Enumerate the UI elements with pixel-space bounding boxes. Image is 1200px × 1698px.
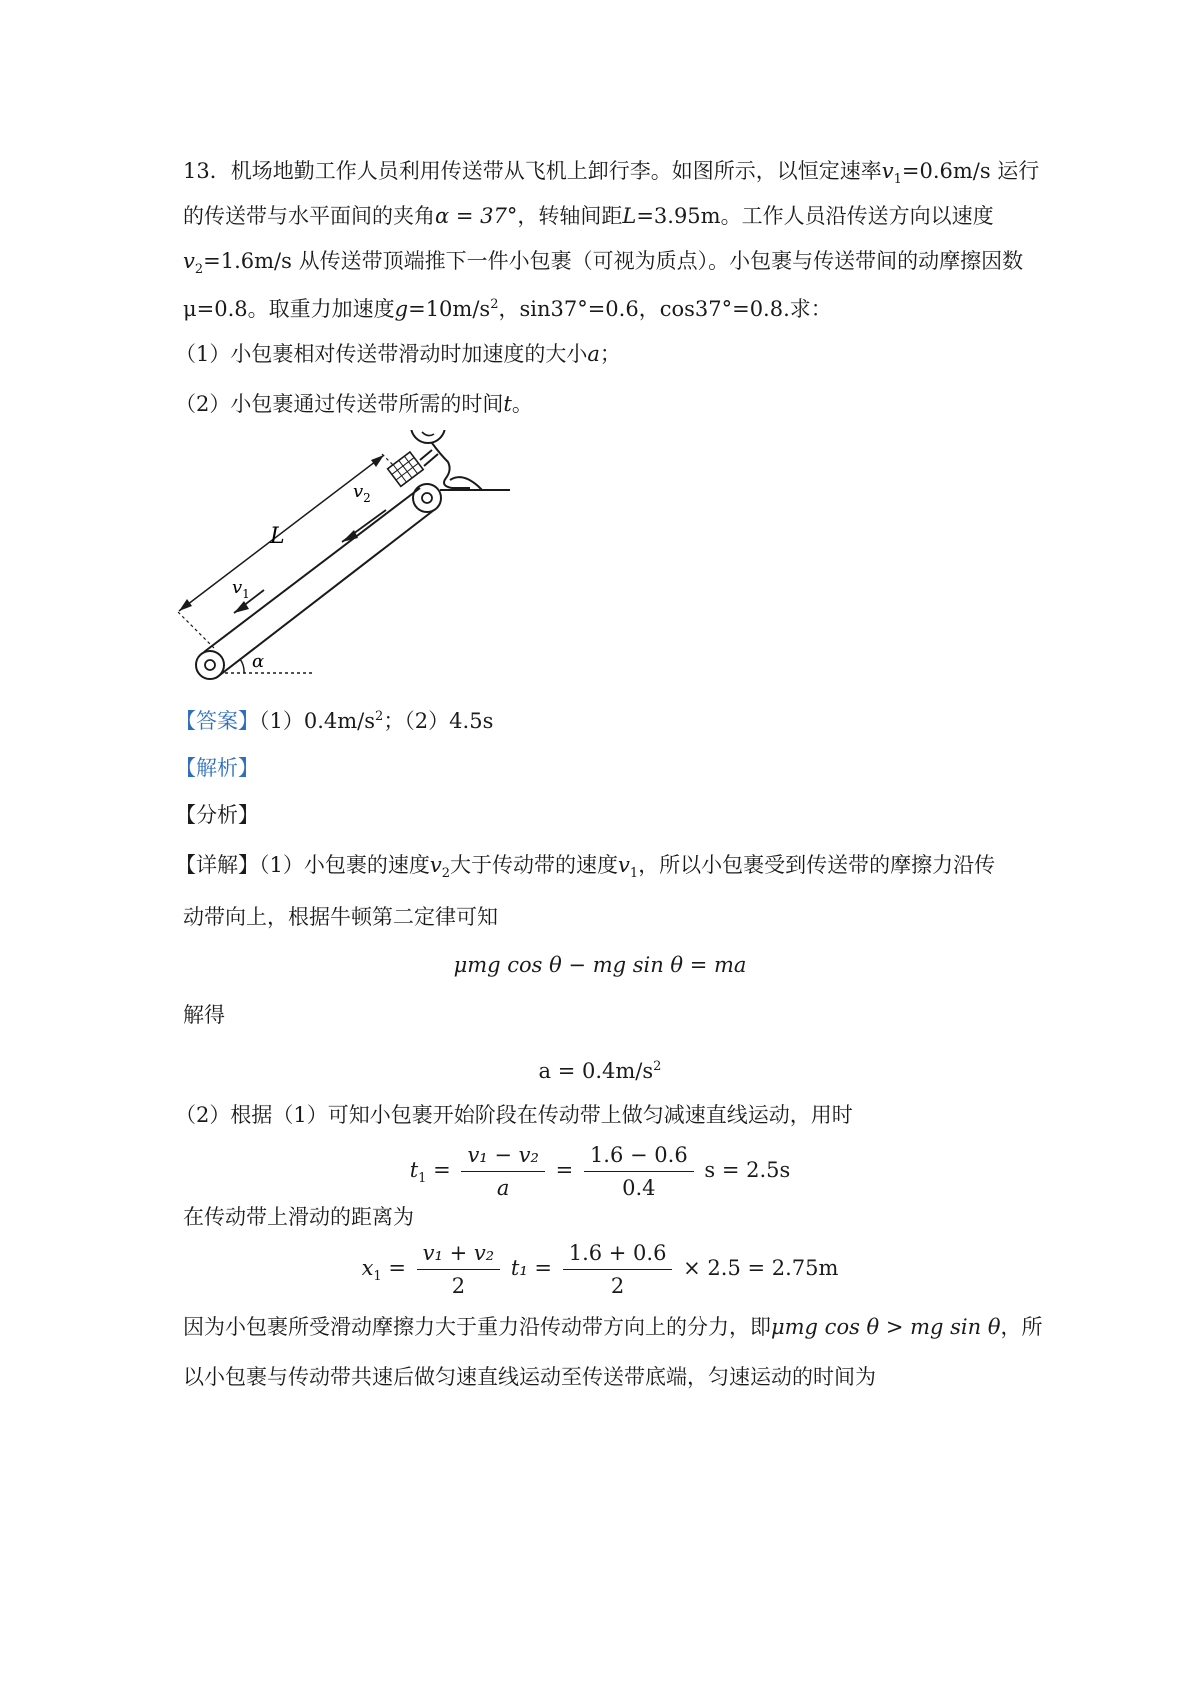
var-v2: v	[429, 853, 442, 877]
package-icon	[388, 452, 424, 486]
bottom-roller-axle	[205, 660, 215, 670]
text: ，所	[1000, 1315, 1043, 1339]
sup: 2	[490, 297, 499, 312]
fraction-2	[563, 1239, 673, 1300]
sup: 2	[375, 709, 384, 724]
var-v2: v	[183, 249, 195, 273]
jiede-label	[183, 1000, 1040, 1030]
denominator: 2	[610, 1274, 625, 1298]
text: ；	[599, 342, 621, 366]
sub: 1	[629, 866, 639, 882]
question-line-1	[183, 156, 1040, 195]
question-part-1	[175, 339, 1040, 369]
denominator: a	[496, 1176, 510, 1200]
var-x: x	[361, 1256, 374, 1280]
numerator: v₁ + v₂	[417, 1239, 501, 1270]
fraction-1	[461, 1141, 545, 1202]
var-v1: v	[881, 159, 894, 183]
detail-line-5	[183, 1312, 1043, 1342]
fraction-1	[417, 1239, 501, 1300]
detail-line-6	[183, 1362, 1040, 1392]
var-a: a	[587, 342, 600, 366]
sup: 2	[653, 1059, 662, 1074]
text: 在传动带上滑动的距离为	[183, 1205, 414, 1229]
alpha-expr: α = 37°	[435, 204, 518, 228]
sub: 1	[418, 1171, 427, 1187]
text: ，转轴间距	[517, 204, 623, 228]
text: =3.95m。工作人员沿传送方向以速度	[636, 204, 994, 228]
text: 以小包裹与传动带共速后做匀速直线运动至传送带底端，匀速运动的时间为	[183, 1365, 876, 1389]
answer-line	[175, 702, 1040, 736]
equation-3	[0, 1140, 1200, 1209]
text: （2）小包裹通过传送带所需的时间	[175, 392, 504, 416]
v1-label: $v_1$	[232, 577, 250, 601]
detail-line-4	[183, 1202, 1040, 1232]
numerator: 1.6 − 0.6	[584, 1141, 694, 1172]
L-label: L	[270, 524, 285, 549]
question-line-3	[183, 246, 1040, 285]
equation-tail: s = 2.5s	[704, 1158, 791, 1182]
text: （2）根据（1）可知小包裹开始阶段在传动带上做匀减速直线运动，用时	[175, 1103, 853, 1127]
equation-tail: × 2.5 = 2.75m	[683, 1256, 839, 1280]
bottom-roller	[196, 651, 224, 679]
sub: 2	[194, 262, 204, 278]
L-extension-bottom	[178, 612, 214, 648]
text: 的传送带与水平面间的夹角	[183, 204, 435, 228]
text: （1）小包裹相对传送带滑动时加速度的大小	[175, 342, 588, 366]
numerator: 1.6 + 0.6	[563, 1239, 673, 1270]
equals-sign: =	[555, 1158, 574, 1182]
text: 大于传动带的速度	[450, 853, 619, 877]
equals-sign: =	[388, 1256, 406, 1280]
L-arrowhead-top	[371, 455, 384, 467]
sub: 1	[373, 1269, 382, 1285]
detail-line-1	[175, 850, 1040, 889]
text: 因为小包裹所受滑动摩擦力大于重力沿传动带方向上的分力，即	[183, 1315, 771, 1339]
numerator: v₁ − v₂	[461, 1141, 545, 1172]
text: （1）小包裹的速度	[259, 853, 430, 877]
var-t: t	[503, 392, 512, 416]
detail-line-3	[175, 1100, 1040, 1130]
equation-text: μmg cos θ − mg sin θ = ma	[453, 953, 747, 977]
analysis-tag: 【解析】	[175, 756, 259, 780]
analysis-heading	[175, 753, 1040, 783]
text: 。	[511, 392, 533, 416]
sub: 1	[893, 172, 902, 188]
detail-line-2	[183, 902, 1040, 932]
detail-tag: 【详解】	[175, 853, 259, 877]
fenxi-tag: 【分析】	[175, 803, 259, 827]
inequality: μmg cos θ > mg sin θ	[771, 1315, 1001, 1339]
denominator: 0.4	[622, 1176, 656, 1200]
fenxi-heading	[175, 800, 1040, 830]
answer-text: ；（2）4.5s	[383, 709, 494, 733]
top-roller-axle	[422, 493, 432, 503]
alpha-label: α	[252, 651, 265, 672]
question-line-2	[183, 201, 1040, 231]
question-part-2	[175, 389, 1040, 419]
text: 动带向上，根据牛顿第二定律可知	[183, 905, 498, 929]
var-g: g	[394, 297, 409, 321]
answer-tag: 【答案】	[175, 709, 259, 733]
var-L: L	[622, 204, 637, 228]
text: =0.6m/s 运行	[901, 159, 1040, 183]
equation-2	[0, 1052, 1200, 1086]
denominator: 2	[451, 1274, 466, 1298]
var-t: t	[409, 1158, 419, 1182]
equals-sign: =	[433, 1158, 451, 1182]
v2-label: $v_2$	[353, 481, 371, 505]
text: 解得	[183, 1003, 225, 1027]
L-arrowhead-bottom	[179, 599, 192, 611]
equation-text: a = 0.4m/s	[538, 1059, 654, 1083]
text: =10m/s	[408, 297, 491, 321]
equation-1	[0, 950, 1200, 980]
text: μ=0.8。取重力加速度	[183, 297, 395, 321]
var-v1: v	[618, 853, 630, 877]
question-line-4	[183, 290, 1040, 324]
text: ，sin37°=0.6，cos37°=0.8.求：	[498, 297, 832, 321]
angle-arc	[240, 659, 244, 673]
text: =1.6m/s 从传送带顶端推下一件小包裹（可视为质点）。小包裹与传送带间的动摩擦因数	[203, 249, 1024, 273]
fraction-2	[584, 1141, 694, 1202]
worker-figure-icon	[411, 430, 482, 490]
belt-top-edge	[204, 488, 420, 652]
text: 13．机场地勤工作人员利用传送带从飞机上卸行李。如图所示，以恒定速率	[183, 159, 882, 183]
equation-4	[0, 1238, 1200, 1307]
text: ，所以小包裹受到传送带的摩擦力沿传	[638, 853, 996, 877]
answer-text: （1）0.4m/s	[259, 709, 376, 733]
sub: 2	[441, 866, 451, 882]
top-roller	[413, 484, 441, 512]
equation-mid: t₁ =	[510, 1256, 553, 1280]
